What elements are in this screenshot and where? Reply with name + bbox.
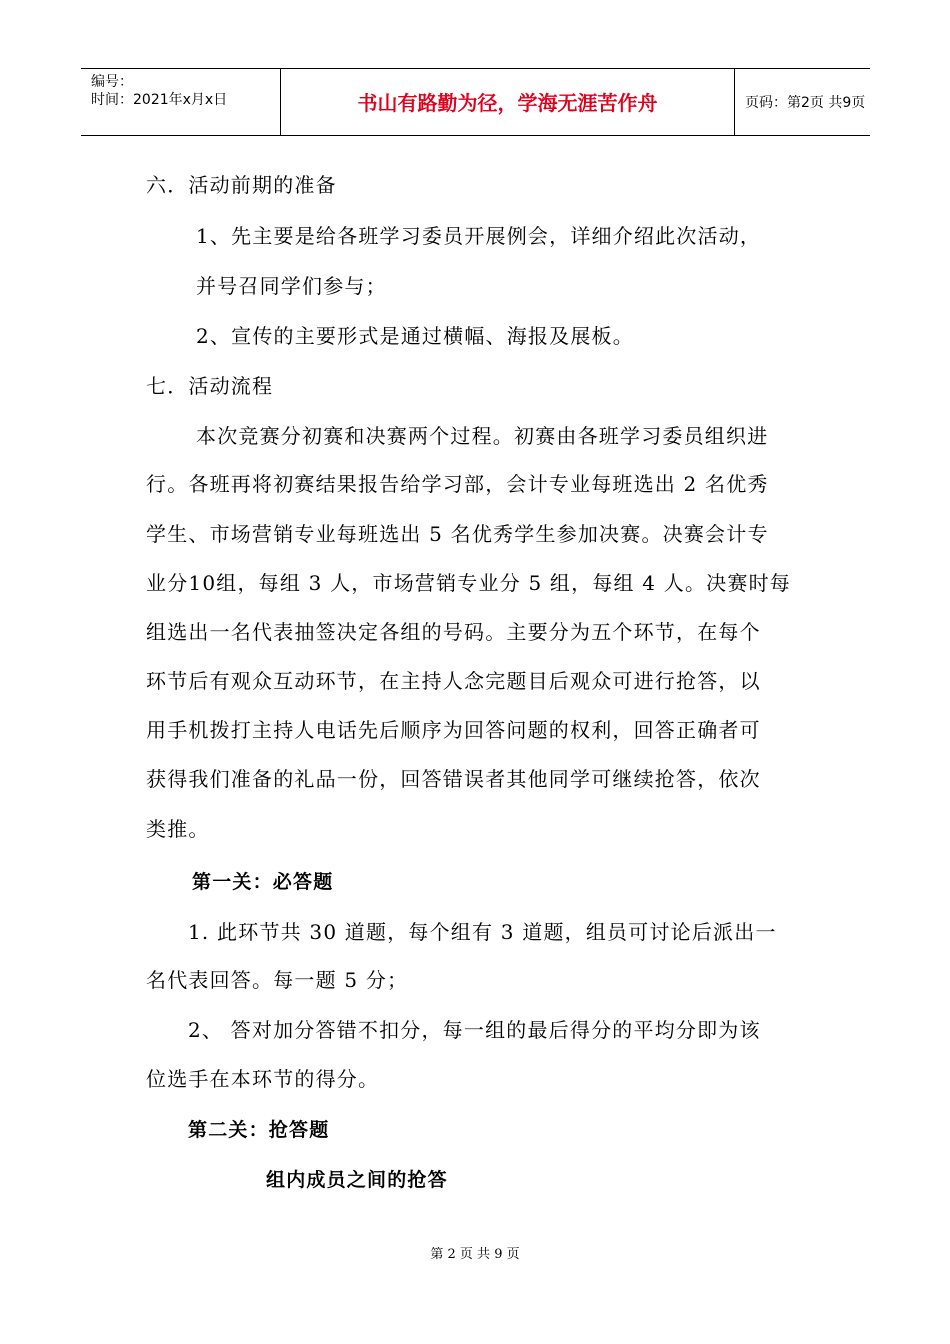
header-meta-cell [81,69,281,135]
subheading-round-two: 第二关：抢答题 [188,1119,330,1141]
header-page-number: 页码：第2页 共9页 [745,95,866,111]
page-footer: 第 2 页 共 9 页 [430,1247,520,1262]
paragraph-line: 环节后有观众互动环节，在主持人念完题目后观众可进行抢答，以 [146,669,761,693]
paragraph-line: 学生、市场营销专业每班选出 5 名优秀学生参加决赛。决赛会计专 [146,522,769,546]
paragraph-line: 获得我们准备的礼品一份，回答错误者其他同学可继续抢答，依次 [146,767,761,791]
paragraph-line: 1、先主要是给各班学习委员开展例会，详细介绍此次活动， [196,224,762,248]
paragraph-line: 组选出一名代表抽签决定各组的号码。主要分为五个环节，在每个 [146,620,761,644]
paragraph-line: 2、宣传的主要形式是通过横幅、海报及展板。 [196,324,634,348]
paragraph-line: 本次竞赛分初赛和决赛两个过程。初赛由各班学习委员组织进 [196,424,769,448]
paragraph-line: 类推。 [146,817,210,841]
header-motto: 书山有路勤为径，学海无涯苦作舟 [281,69,735,135]
paragraph-line: 名代表回答。每一题 5 分； [146,968,409,992]
section-heading-preparation: 六．活动前期的准备 [146,173,337,197]
subheading-group-buzzer: 组内成员之间的抢答 [266,1169,448,1191]
paragraph-line: 行。各班再将初赛结果报告给学习部，会计专业每班选出 2 名优秀 [146,472,769,496]
paragraph-line: 用手机拨打主持人电话先后顺序为回答问题的权利，回答正确者可 [146,718,761,742]
paragraph-line: 业分10组，每组 3 人，市场营销专业分 5 组，每组 4 人。决赛时每 [146,571,791,595]
document-number-label: 编号： [91,74,133,90]
paragraph-line: 1. 此环节共 30 道题，每个组有 3 道题，组员可讨论后派出一 [188,920,777,944]
page-header [81,68,870,136]
paragraph-line: 2、 答对加分答错不扣分，每一组的最后得分的平均分即为该 [188,1018,761,1042]
document-date-label: 时间：2021年x月x日 [91,92,228,108]
section-heading-process: 七．活动流程 [146,374,274,398]
paragraph-line: 位选手在本环节的得分。 [146,1067,380,1091]
paragraph-line: 并号召同学们参与； [196,274,387,298]
subheading-round-one: 第一关：必答题 [192,871,334,893]
